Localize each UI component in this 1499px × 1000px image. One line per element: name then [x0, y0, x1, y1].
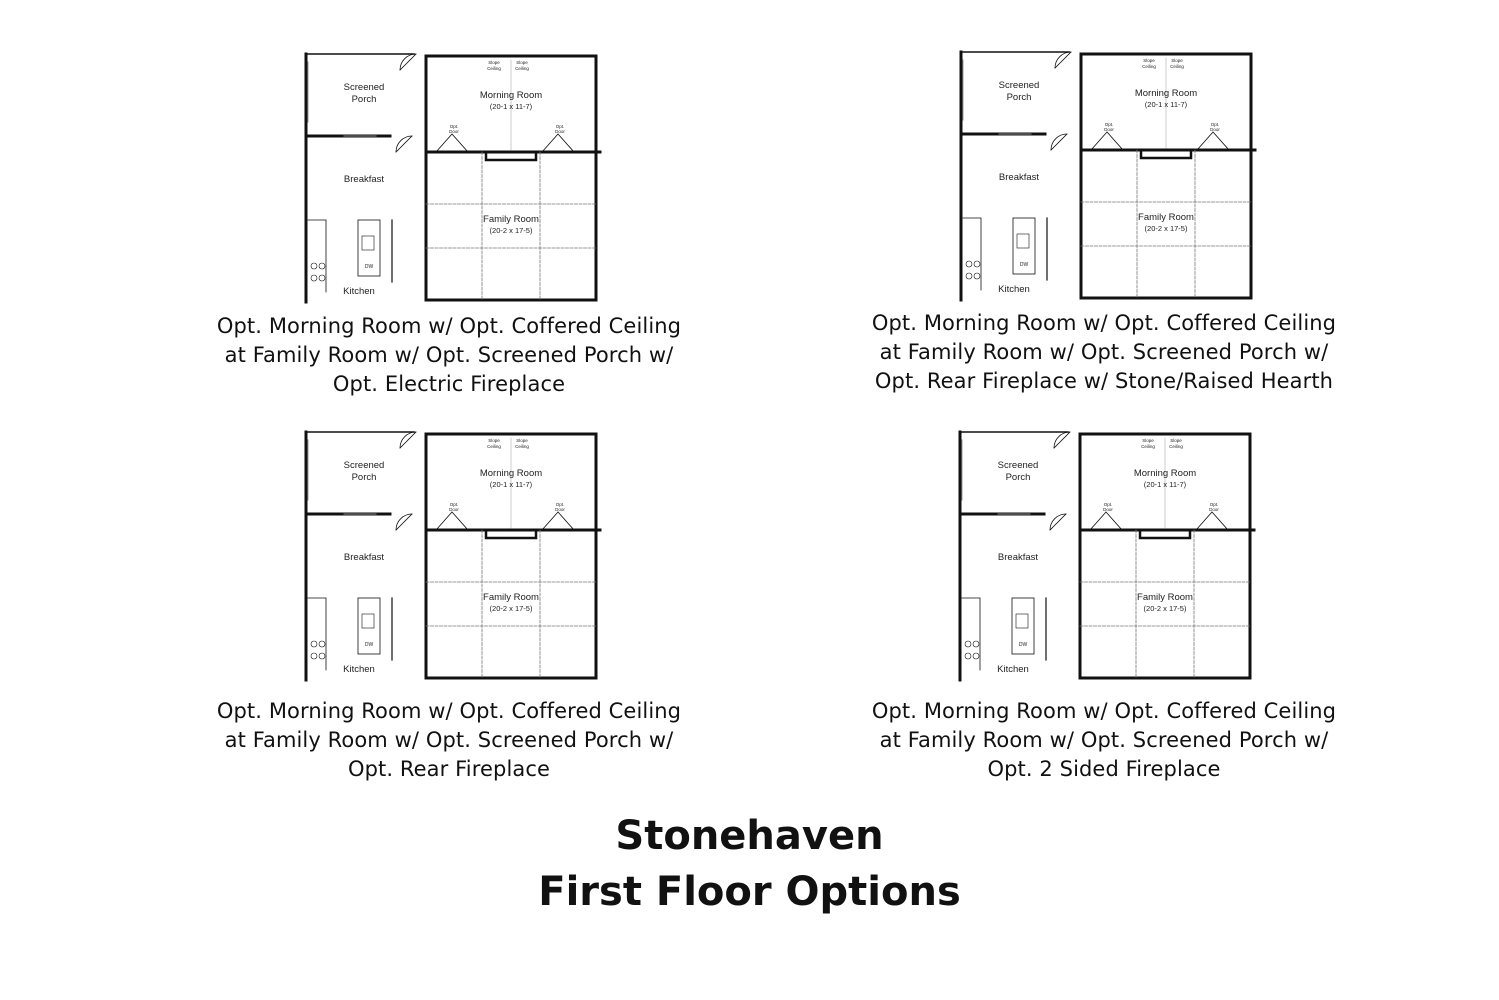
floor-plan-stone-hearth-fireplace [959, 50, 1259, 302]
caption-line: Opt. 2 Sided Fireplace [987, 757, 1221, 781]
cooktop [311, 653, 317, 659]
sink [1017, 234, 1029, 248]
slope-ceiling-note: Slope [1171, 58, 1183, 63]
counter [962, 598, 980, 670]
slope-ceiling-note: Ceiling [1169, 444, 1183, 449]
morning-room-dimensions: (20-1 x 11-7) [489, 102, 533, 111]
screened-porch-label: Porch [1005, 472, 1031, 483]
title-line-1: Stonehaven [615, 813, 884, 859]
title-line-2: First Floor Options [538, 869, 961, 915]
morning-room-dimensions: (20-1 x 11-7) [489, 480, 533, 489]
slope-ceiling-note: Slope [1143, 58, 1155, 63]
slope-ceiling-note: Ceiling [487, 66, 501, 71]
opt-door [1090, 512, 1122, 530]
kitchen-label: Kitchen [343, 286, 375, 297]
opt-door-note: Opt. [449, 502, 459, 507]
opt-door [1197, 132, 1229, 150]
family-room-label: Family Room [483, 592, 539, 603]
kitchen-label: Kitchen [998, 284, 1030, 295]
slope-ceiling-note: Slope [1142, 438, 1154, 443]
caption-line: Opt. Electric Fireplace [332, 372, 566, 396]
cooktop [966, 261, 972, 267]
morning-room-dimensions: (20-1 x 11-7) [1144, 100, 1188, 109]
kitchen-label: Kitchen [997, 664, 1029, 675]
slope-ceiling-note: Ceiling [1141, 444, 1155, 449]
floor-plan-electric-fireplace [304, 52, 604, 304]
counter [963, 218, 981, 290]
slope-ceiling-note: Slope [516, 438, 528, 443]
opt-door [542, 512, 574, 530]
opt-door-note: Opt. [1103, 502, 1113, 507]
cooktop [966, 273, 972, 279]
sink [362, 236, 374, 250]
opt-door-note: Opt. [1104, 122, 1114, 127]
cooktop [974, 261, 980, 267]
cooktop [974, 273, 980, 279]
screened-porch-label: Screened [343, 82, 385, 93]
cooktop [973, 641, 979, 647]
dishwasher-label: DW [364, 642, 374, 648]
slope-ceiling-note: Ceiling [515, 444, 529, 449]
opt-door [436, 134, 468, 152]
opt-door-note: Door [1210, 127, 1220, 132]
floor-plan-rear-fireplace [304, 430, 604, 682]
slope-ceiling-note: Slope [516, 60, 528, 65]
morning-room-label: Morning Room [1133, 468, 1197, 479]
caption-line: Opt. Morning Room w/ Opt. Coffered Ceiling [216, 699, 682, 723]
opt-door-note: Door [449, 129, 459, 134]
morning-room-label: Morning Room [479, 90, 543, 101]
family-room-label: Family Room [1138, 212, 1194, 223]
family-room-dimensions: (20-2 x 17-5) [1143, 604, 1187, 613]
caption-line: Opt. Rear Fireplace w/ Stone/Raised Hearth [874, 369, 1334, 393]
caption-line: at Family Room w/ Opt. Screened Porch w/ [224, 343, 674, 367]
family-room-dimensions: (20-2 x 17-5) [489, 604, 533, 613]
cooktop [965, 653, 971, 659]
cooktop [319, 641, 325, 647]
floor-plan-drawing [959, 50, 1259, 302]
opt-door [542, 134, 574, 152]
counter [308, 598, 326, 670]
caption-line: Opt. Morning Room w/ Opt. Coffered Ceiling [216, 314, 682, 338]
opt-door-note: Door [1209, 507, 1219, 512]
option-caption [824, 309, 1384, 396]
counter [308, 220, 326, 292]
morning-room-dimensions: (20-1 x 11-7) [1143, 480, 1187, 489]
floor-plan-drawing [304, 52, 604, 304]
opt-door-note: Opt. [449, 124, 459, 129]
cooktop [319, 263, 325, 269]
family-room-dimensions: (20-2 x 17-5) [1144, 224, 1188, 233]
screened-porch-label: Screened [998, 80, 1040, 91]
sink [1016, 614, 1028, 628]
caption-line: Opt. Rear Fireplace [347, 757, 551, 781]
slope-ceiling-note: Slope [488, 60, 500, 65]
cooktop [319, 653, 325, 659]
screened-porch-label: Porch [351, 472, 377, 483]
opt-door [436, 512, 468, 530]
page-title [0, 808, 1499, 920]
morning-room-label: Morning Room [1134, 88, 1198, 99]
floor-plan-drawing [958, 430, 1258, 682]
slope-ceiling-note: Ceiling [487, 444, 501, 449]
cooktop [311, 263, 317, 269]
cooktop [311, 275, 317, 281]
family-room-label: Family Room [1137, 592, 1193, 603]
dishwasher-label: DW [364, 264, 374, 270]
dishwasher-label: DW [1018, 642, 1028, 648]
opt-door [1091, 132, 1123, 150]
caption-line: at Family Room w/ Opt. Screened Porch w/ [224, 728, 674, 752]
slope-ceiling-note: Slope [1170, 438, 1182, 443]
slope-ceiling-note: Ceiling [515, 66, 529, 71]
cooktop [973, 653, 979, 659]
option-caption [824, 697, 1384, 784]
family-room-dimensions: (20-2 x 17-5) [489, 226, 533, 235]
slope-ceiling-note: Ceiling [1170, 64, 1184, 69]
morning-room-label: Morning Room [479, 468, 543, 479]
kitchen-label: Kitchen [343, 664, 375, 675]
family-room-label: Family Room [483, 214, 539, 225]
screened-porch-label: Porch [351, 94, 377, 105]
cooktop [311, 641, 317, 647]
caption-line: Opt. Morning Room w/ Opt. Coffered Ceiling [871, 699, 1337, 723]
floor-plan-drawing [304, 430, 604, 682]
dishwasher-label: DW [1019, 262, 1029, 268]
opt-door-note: Opt. [555, 502, 565, 507]
breakfast-label: Breakfast [343, 552, 385, 563]
screened-porch-label: Screened [997, 460, 1039, 471]
opt-door-note: Door [1103, 507, 1113, 512]
floor-plan-2-sided-fireplace [958, 430, 1258, 682]
slope-ceiling-note: Ceiling [1142, 64, 1156, 69]
screened-porch-label: Porch [1006, 92, 1032, 103]
opt-door-note: Opt. [1210, 122, 1220, 127]
cooktop [319, 275, 325, 281]
caption-line: at Family Room w/ Opt. Screened Porch w/ [879, 728, 1329, 752]
breakfast-label: Breakfast [343, 174, 385, 185]
opt-door-note: Door [1104, 127, 1114, 132]
opt-door-note: Door [449, 507, 459, 512]
cooktop [965, 641, 971, 647]
screened-porch-label: Screened [343, 460, 385, 471]
option-caption [169, 697, 729, 784]
opt-door-note: Door [555, 507, 565, 512]
opt-door-note: Door [555, 129, 565, 134]
option-caption [169, 312, 729, 399]
opt-door [1196, 512, 1228, 530]
slope-ceiling-note: Slope [488, 438, 500, 443]
caption-line: at Family Room w/ Opt. Screened Porch w/ [879, 340, 1329, 364]
opt-door-note: Opt. [1209, 502, 1219, 507]
breakfast-label: Breakfast [998, 172, 1040, 183]
opt-door-note: Opt. [555, 124, 565, 129]
caption-line: Opt. Morning Room w/ Opt. Coffered Ceiling [871, 311, 1337, 335]
sink [362, 614, 374, 628]
breakfast-label: Breakfast [997, 552, 1039, 563]
